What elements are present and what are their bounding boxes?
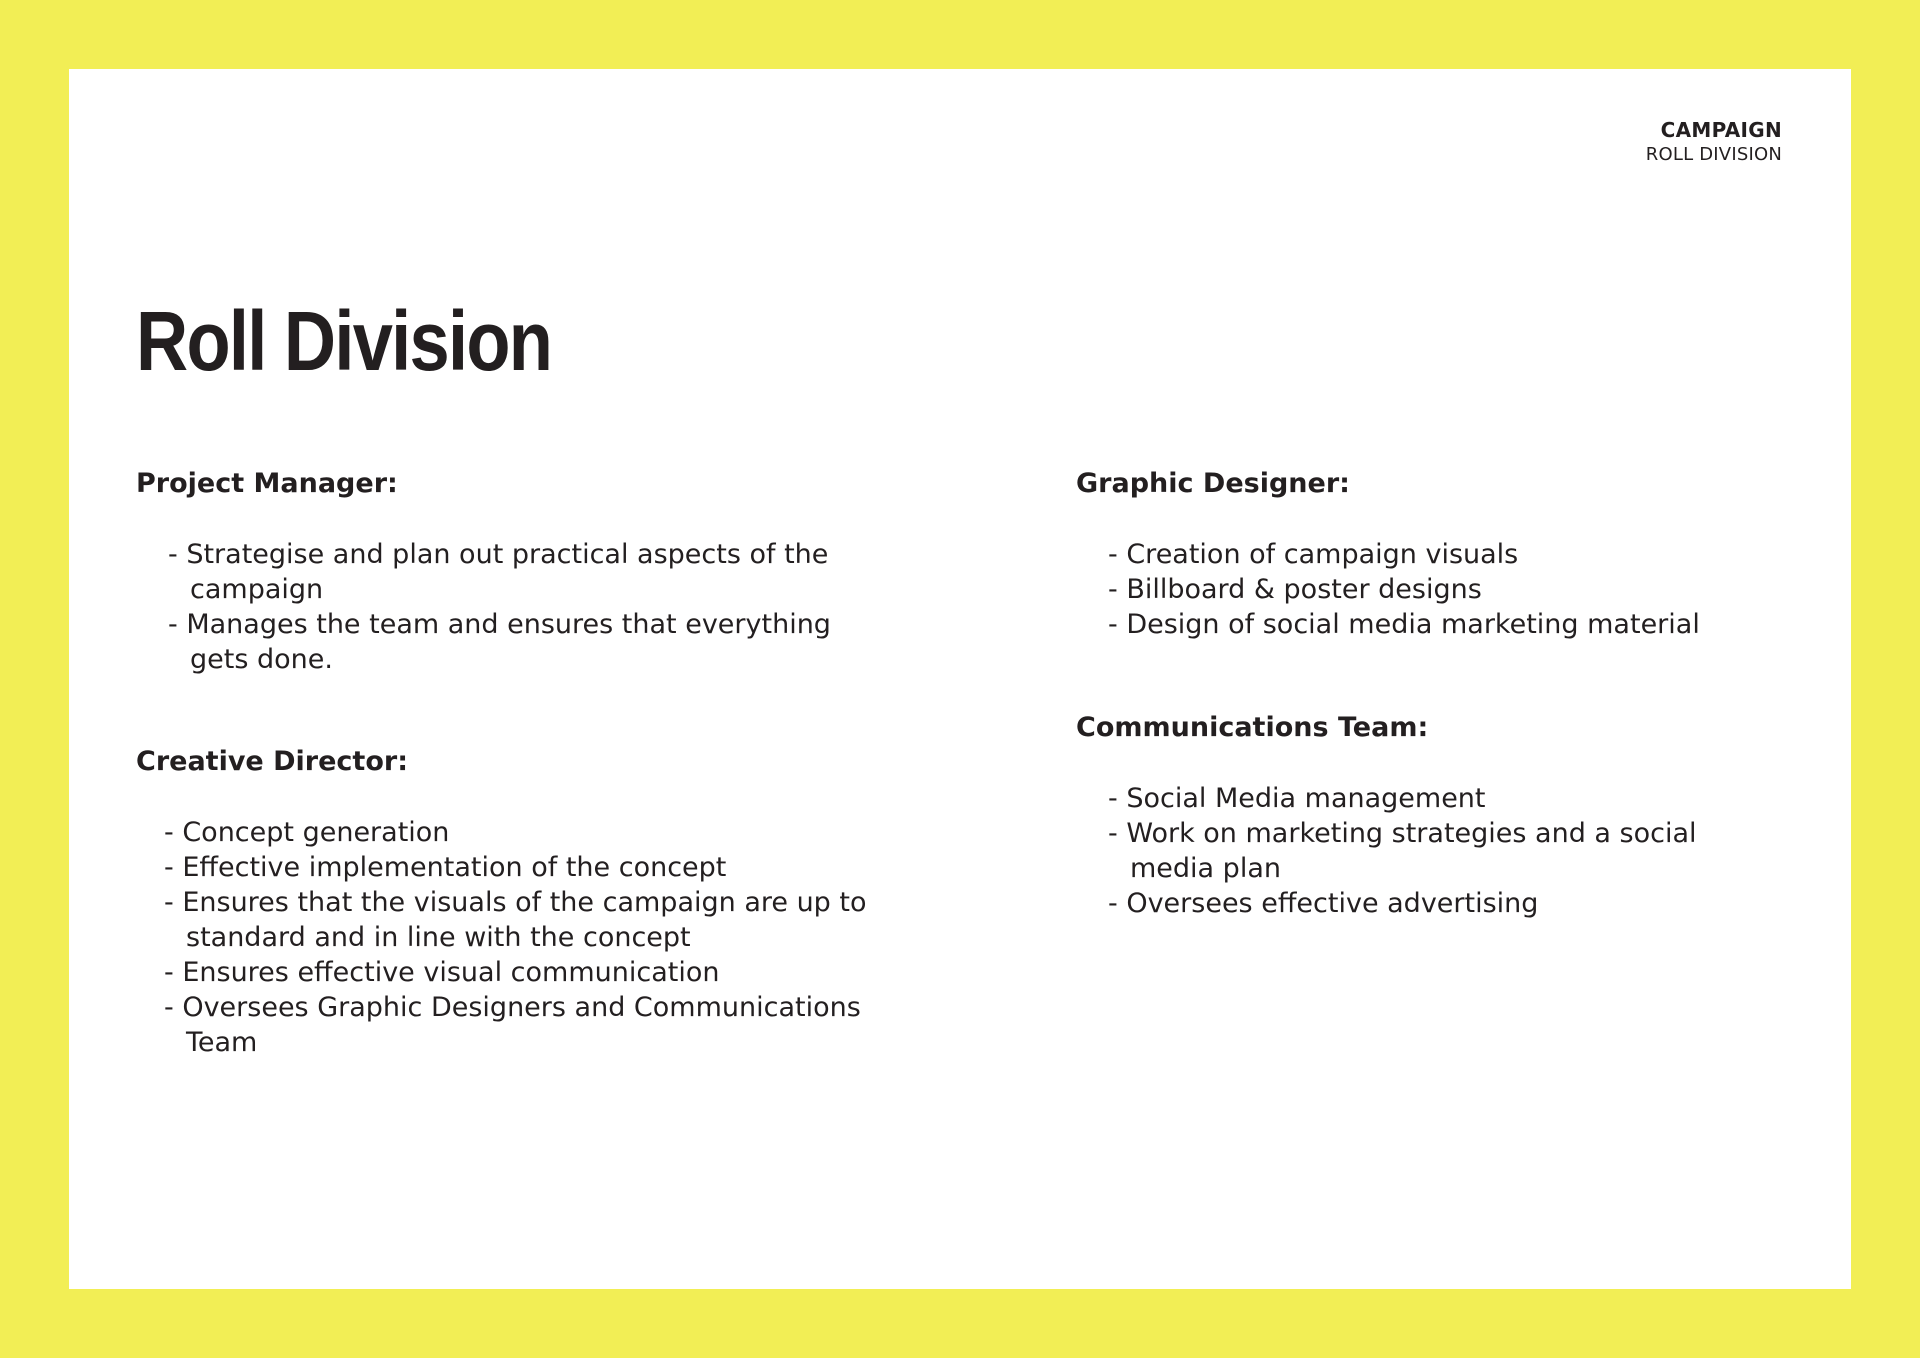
list-item: - Ensures effective visual communication xyxy=(164,955,876,990)
list-item: - Manages the team and ensures that everything gets done. xyxy=(168,607,870,677)
document-page xyxy=(69,69,1851,1289)
list-item: - Ensures that the visuals of the campaign are up to standard and in line with the concept xyxy=(164,885,876,955)
page-tag xyxy=(1646,117,1782,167)
page-tag-kicker: CAMPAIGN xyxy=(1660,118,1782,142)
list-item: - Concept generation xyxy=(164,815,876,850)
section-heading: Graphic Designer: xyxy=(1076,468,1350,499)
section-graphic-designer xyxy=(1076,467,1836,642)
role-list xyxy=(1076,781,1836,921)
section-project-manager xyxy=(136,467,916,677)
list-item: - Oversees effective advertising xyxy=(1108,886,1770,921)
list-item: - Billboard & poster designs xyxy=(1108,572,1830,607)
page-title: Roll Division xyxy=(136,294,552,388)
section-heading: Communications Team: xyxy=(1076,712,1429,743)
list-item: - Design of social media marketing material xyxy=(1108,607,1830,642)
role-list xyxy=(136,537,916,677)
section-creative-director xyxy=(136,745,916,1060)
role-list xyxy=(1076,537,1836,642)
list-item: - Work on marketing strategies and a social media plan xyxy=(1108,816,1770,886)
role-list xyxy=(136,815,916,1060)
list-item: - Strategise and plan out practical aspects of the campaign xyxy=(168,537,870,607)
list-item: - Social Media management xyxy=(1108,781,1770,816)
list-item: - Effective implementation of the concept xyxy=(164,850,876,885)
section-heading: Creative Director: xyxy=(136,746,409,777)
section-heading: Project Manager: xyxy=(136,468,398,499)
section-communications-team xyxy=(1076,711,1836,921)
list-item: - Creation of campaign visuals xyxy=(1108,537,1830,572)
page-tag-subtitle: ROLL DIVISION xyxy=(1645,144,1782,165)
list-item: - Oversees Graphic Designers and Communications Team xyxy=(164,990,876,1060)
